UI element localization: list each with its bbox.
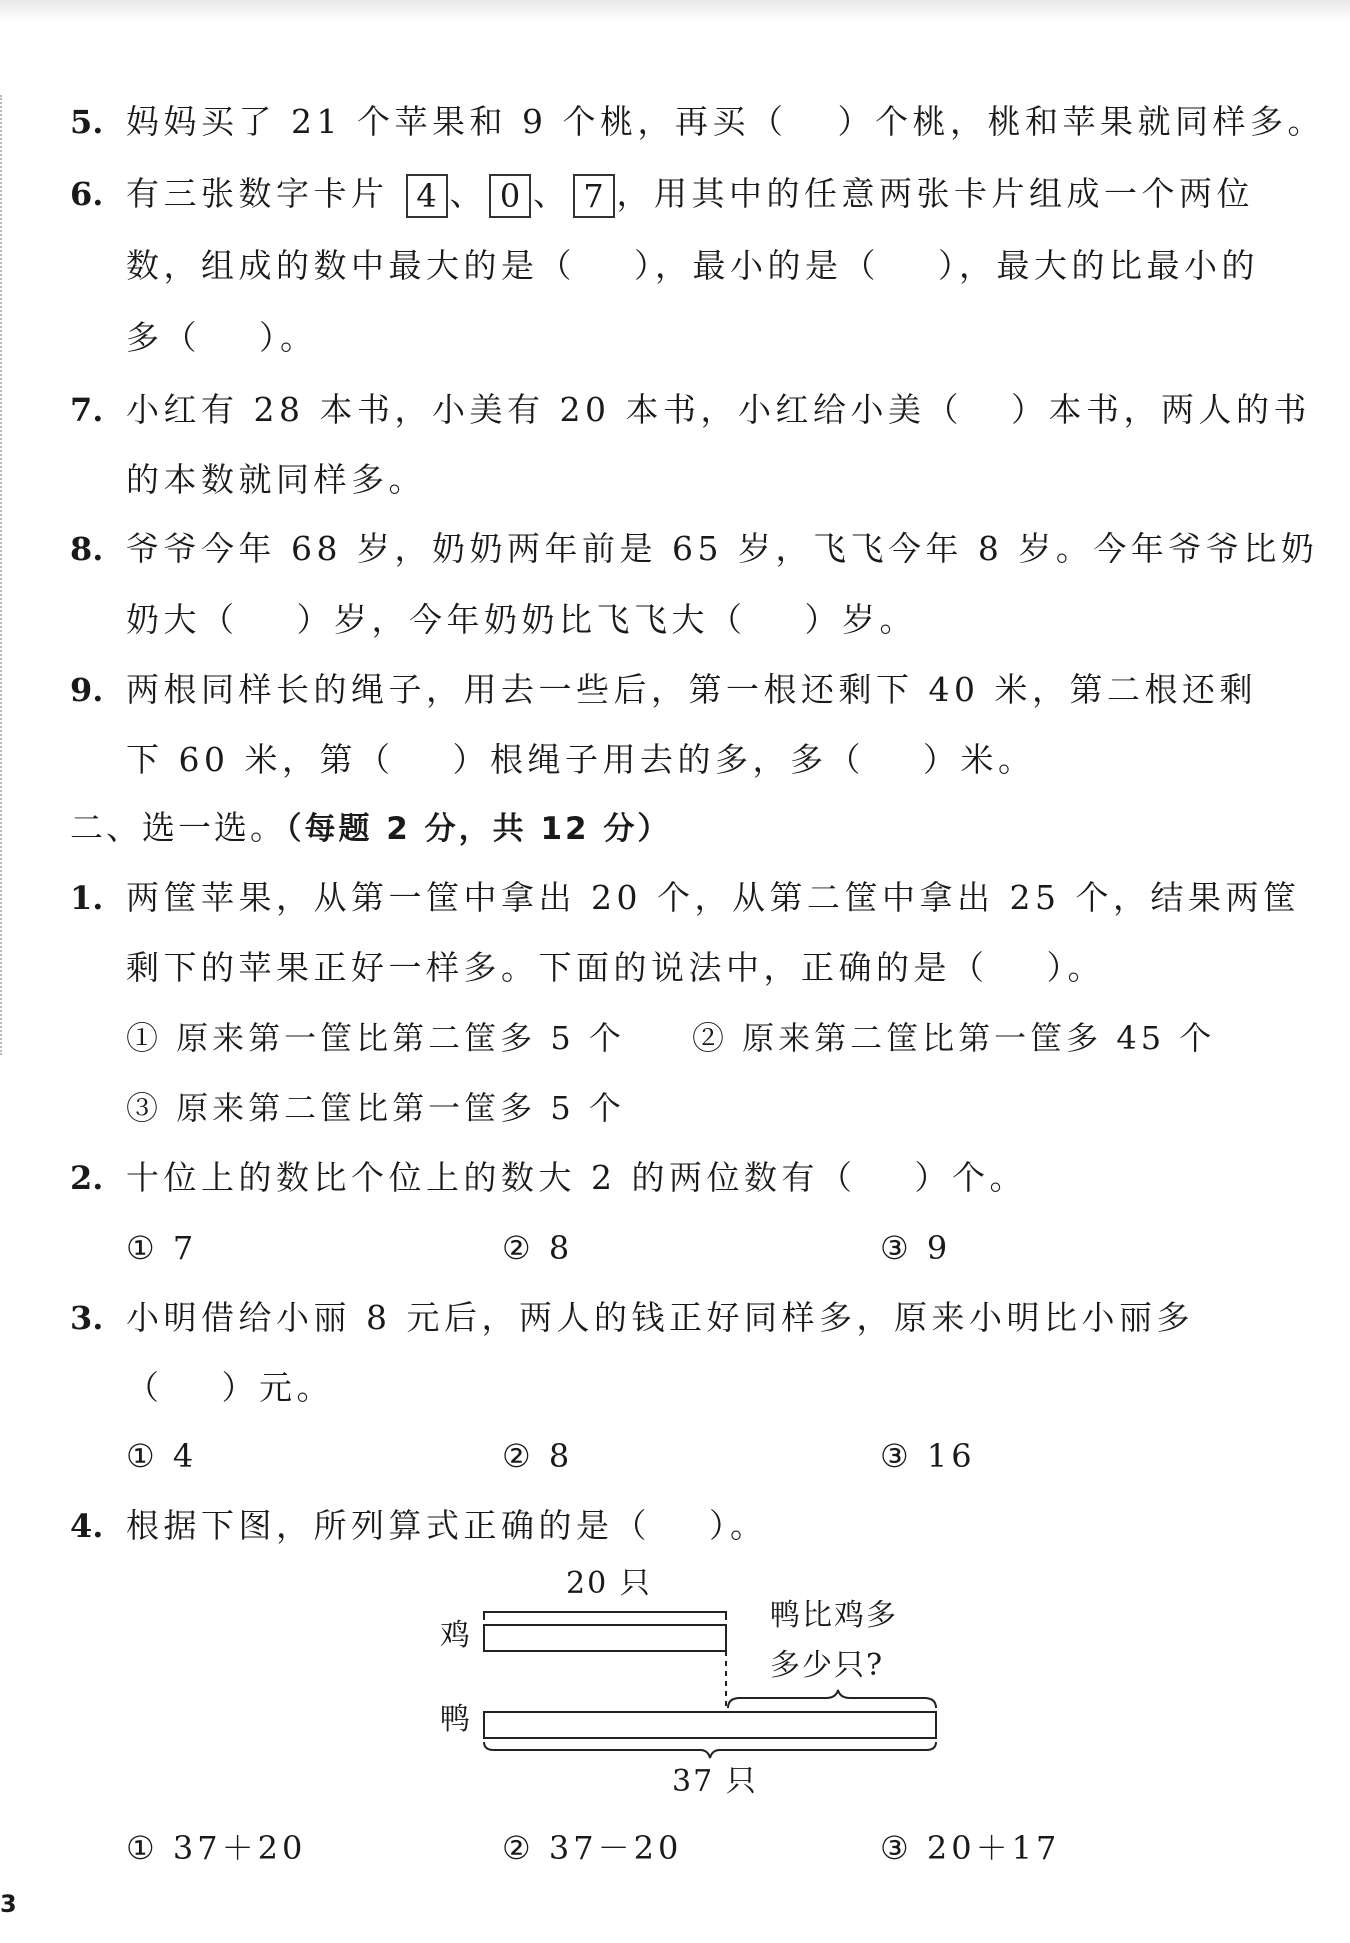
q7-line2: 的本数就同样多。 (126, 460, 426, 499)
c1-line2: 剩下的苹果正好一样多。下面的说法中，正确的是（ ）。 (126, 948, 1105, 987)
c1-line1: 两筐苹果，从第一筐中拿出 20 个，从第二筐中拿出 25 个，结果两筐 (126, 878, 1301, 917)
top-brace (484, 1612, 726, 1620)
duck-label: 鸭 (440, 1702, 472, 1737)
q8-number: 8. (70, 530, 104, 568)
digit-card-7: 7 (573, 174, 615, 218)
duck-bar (484, 1712, 936, 1738)
q9-number: 9. (70, 671, 104, 709)
q9-line2: 下 60 米，第（ ）根绳子用去的多，多（ ）米。 (126, 740, 1036, 779)
c1-number: 1. (70, 879, 104, 917)
q8-line2: 奶大（ ）岁，今年奶奶比飞飞大（ ）岁。 (126, 600, 917, 639)
q8-line1: 爷爷今年 68 岁，奶奶两年前是 65 岁，飞飞今年 8 岁。今年爷爷比奶 (126, 529, 1319, 568)
c4-option-3[interactable]: ③ 20＋17 (880, 1829, 1061, 1867)
q7-line1: 小红有 28 本书，小美有 20 本书，小红给小美（ ）本书，两人的书 (126, 390, 1311, 429)
c4-line1: 根据下图，所列算式正确的是（ ）。 (126, 1506, 768, 1545)
q9-line1: 两根同样长的绳子，用去一些后，第一根还剩下 40 米，第二根还剩 (126, 670, 1257, 709)
c3-line1: 小明借给小丽 8 元后，两人的钱正好同样多，原来小明比小丽多 (126, 1298, 1194, 1337)
c4-option-2[interactable]: ② 37－20 (502, 1829, 683, 1867)
c3-option-3[interactable]: ③ 16 (880, 1437, 976, 1475)
bottom-brace (484, 1742, 936, 1758)
c3-line2: （ ）元。 (126, 1368, 334, 1407)
top-label: 20 只 (566, 1566, 652, 1601)
c1-option-1[interactable]: ① 原来第一筐比第二筐多 5 个 (126, 1019, 625, 1057)
q6-number: 6. (70, 175, 104, 213)
c2-option-2[interactable]: ② 8 (502, 1229, 574, 1267)
digit-card-0: 0 (489, 174, 531, 218)
q7-number: 7. (70, 391, 104, 429)
bottom-label: 37 只 (672, 1764, 758, 1799)
question-line1: 鸭比鸡多 (770, 1598, 898, 1633)
c2-number: 2. (70, 1159, 104, 1197)
digit-card-4: 4 (406, 174, 448, 218)
q6-line2: 数，组成的数中最大的是（ ），最小的是（ ），最大的比最小的 (126, 246, 1259, 285)
c2-line1: 十位上的数比个位上的数大 2 的两位数有（ ）个。 (126, 1158, 1027, 1197)
q5-number: 5. (70, 103, 104, 141)
question-brace (728, 1690, 936, 1708)
page-number: 3 (0, 1890, 17, 1918)
c2-option-1[interactable]: ① 7 (126, 1229, 198, 1267)
chicken-bar (484, 1625, 726, 1651)
c3-option-1[interactable]: ① 4 (126, 1437, 198, 1475)
q5-line1: 妈妈买了 21 个苹果和 9 个桃，再买（ ）个桃，桃和苹果就同样多。 (126, 102, 1325, 141)
c4-number: 4. (70, 1507, 104, 1545)
q6-line3: 多（ ）。 (126, 318, 318, 357)
chicken-label: 鸡 (440, 1618, 472, 1653)
q6-line1: 有三张数字卡片 4 、 0 、 7 ，用其中的任意两张卡片组成一个两位 (126, 172, 1254, 218)
c2-option-3[interactable]: ③ 9 (880, 1229, 952, 1267)
c4-option-1[interactable]: ① 37＋20 (126, 1829, 307, 1867)
c1-option-3[interactable]: ③ 原来第二筐比第一筐多 5 个 (126, 1089, 625, 1127)
question-line2: 多少只? (770, 1648, 885, 1683)
c1-option-2[interactable]: ② 原来第二筐比第一筐多 45 个 (692, 1019, 1216, 1057)
c3-number: 3. (70, 1299, 104, 1337)
section-heading: 二、选一选。（每题 2 分，共 12 分） (70, 808, 672, 847)
c3-option-2[interactable]: ② 8 (502, 1437, 574, 1475)
